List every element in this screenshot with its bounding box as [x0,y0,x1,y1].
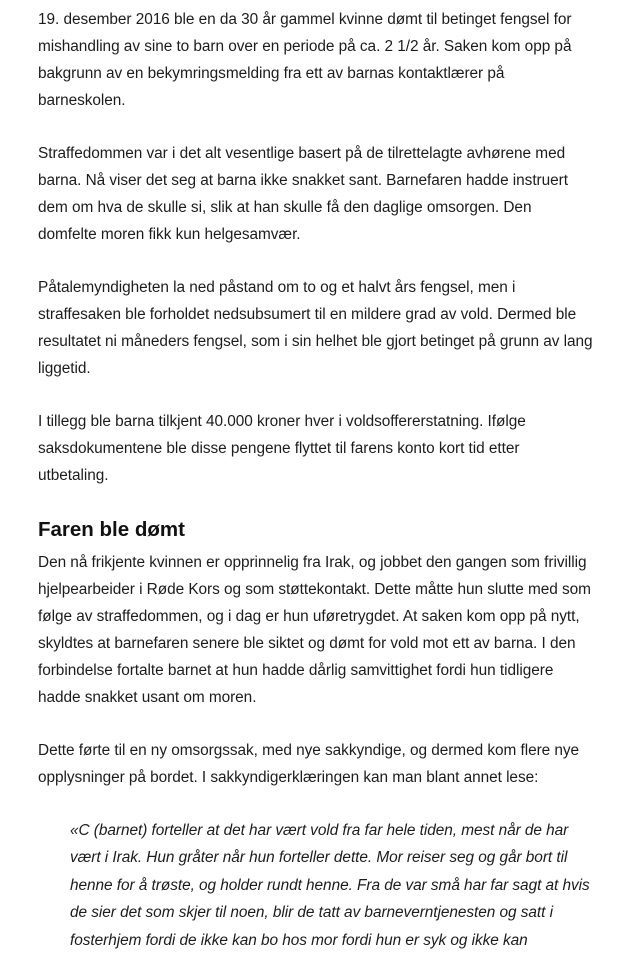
paragraph-prosecution: Påtalemyndigheten la ned påstand om to og et halvt års fengsel, men i straffesaken ble forholdet nedsubsumert til en mildere grad av vold. Dermed ble resultatet ni måneders fengsel, som i sin helhet ble gjort betinget på grunn av lang liggetid. [38,279,593,377]
paragraph-verdict: 19. desember 2016 ble en da 30 år gammel kvinne dømt til betinget fengsel for mishandling av sine to barn over en periode på ca. 2 1/2 år. Saken kom opp på bakgrunn av en bekymringsmelding fra ett av barnas kontaktlærer på barneskolen. [38,11,572,109]
paragraph-new-custody-case: Dette førte til en ny omsorgssak, med nye sakkyndige, og dermed kom flere nye opplysninger på bordet. I sakkyndigerklæringen kan man blant annet lese: [38,742,580,786]
paragraph-interviews: Straffedommen var i det alt vesentlige basert på de tilrettelagte avhørene med barna. Nå viser det seg at barna ikke snakket sant. Barnefaren hadde instruert dem om hva de skulle si, slik at han skulle få den daglige omsorgen. Den domfelte moren fikk kun helgesamvær. [38,145,568,243]
article-body [38,6,594,954]
paragraph-acquitted-woman: Den nå frikjente kvinnen er opprinnelig fra Irak, og jobbet den gangen som frivillig hjelpearbeider i Røde Kors og som støttekontakt. Dette måtte hun slutte med som følge av straffedommen, og i dag er hun uføretrygdet. At saken kom opp på nytt, skyldtes at barnefaren senere ble siktet og dømt for vold mot ett av barna. I den forbindelse fortalte barnet at hun hadde dårlig samvittighet fordi hun tidligere hadde snakket usant om moren. [38,554,591,706]
section-heading: Faren ble dømt [38,518,185,541]
expert-statement-quote: «C (barnet) forteller at det har vært vold fra far hele tiden, mest når de har vært i Irak. Hun gråter når hun forteller dette. Mor reiser seg og går bort til henne for å trøste, og holder rundt henne. Fra de var små har far sagt at hvis de sier det som skjer til noen, blir de tatt av barneverntjenesten og satt i fosterhjem fordi de ikke kan bo hos mor fordi hun er syk og ikke kan [70,822,590,949]
paragraph-compensation: I tillegg ble barna tilkjent 40.000 kroner hver i voldsoffererstatning. Ifølge saksdokumentene ble disse pengene flyttet til farens konto kort tid etter utbetaling. [38,413,526,484]
